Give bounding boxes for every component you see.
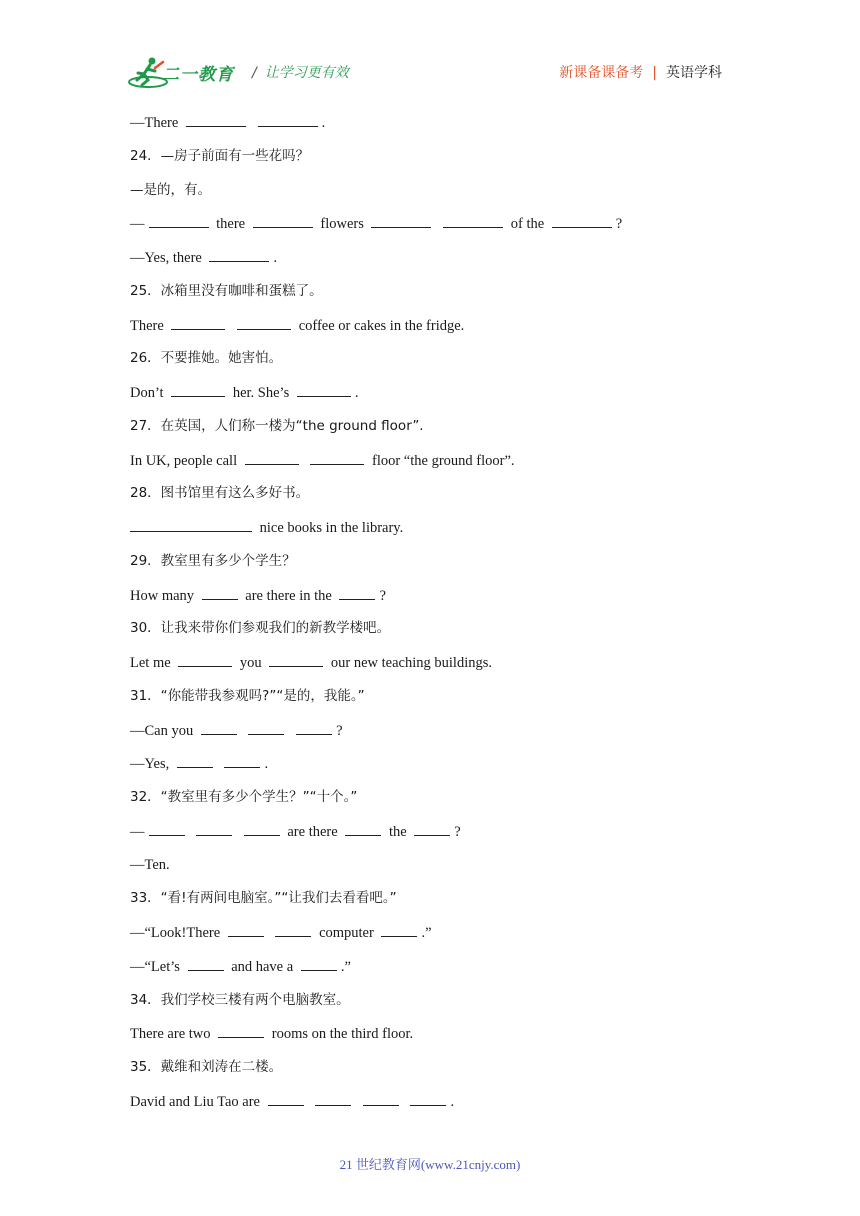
text: you (239, 655, 262, 671)
text: . (450, 1093, 455, 1110)
logo-text: 二一教育 (162, 65, 234, 85)
text: David and Liu Tao are (130, 1093, 260, 1110)
text: —“Look!There (130, 925, 221, 941)
line-17 (130, 686, 730, 720)
line-24 (130, 922, 730, 956)
line-29 (130, 1091, 730, 1125)
question-prompt: 31．“你能带我参观吗?”“是的，我能。” (130, 687, 365, 704)
text: — (130, 216, 145, 233)
answer-blank[interactable] (443, 213, 503, 228)
question-prompt: 24．—房子前面有一些花吗？ (130, 147, 310, 164)
line-22 (130, 855, 730, 889)
answer-blank[interactable] (310, 450, 364, 465)
answer-blank[interactable] (202, 585, 238, 600)
text: ? (336, 722, 343, 739)
text: How many (130, 587, 195, 604)
text: the (388, 823, 407, 840)
text: ? (379, 587, 386, 604)
answer-blank[interactable] (345, 821, 381, 836)
text: ? (454, 823, 461, 840)
line-25 (130, 956, 730, 990)
line-8 (130, 382, 730, 416)
text: There (130, 317, 164, 334)
answer-blank[interactable] (237, 315, 291, 330)
answer-blank[interactable] (301, 956, 337, 971)
slogan (252, 62, 349, 82)
question-prompt: 25．冰箱里没有咖啡和蛋糕了。 (130, 282, 323, 299)
line-14 (130, 585, 730, 619)
answer-blank[interactable] (275, 922, 311, 937)
answer-blank[interactable] (186, 112, 246, 127)
line-26 (130, 990, 730, 1024)
text: —Can you (130, 722, 194, 739)
text: her. She’s (232, 385, 290, 401)
answer-blank[interactable] (371, 213, 431, 228)
answer-blank[interactable] (209, 247, 269, 262)
answer-blank[interactable] (224, 753, 260, 768)
answer-blank[interactable] (381, 922, 417, 937)
text: Let me (130, 655, 171, 671)
text: rooms on the third floor. (271, 1026, 414, 1043)
text: floor “the ground floor”. (371, 452, 515, 469)
text: —There (130, 115, 179, 131)
text: and have a (231, 958, 294, 975)
line-27 (130, 1023, 730, 1057)
answer-blank[interactable] (363, 1091, 399, 1106)
line-18 (130, 720, 730, 754)
answer-blank[interactable] (244, 821, 280, 836)
text: —Yes, (130, 756, 170, 773)
answer-blank[interactable] (188, 956, 224, 971)
line-9 (130, 416, 730, 450)
answer-blank[interactable] (248, 720, 284, 735)
line-19 (130, 753, 730, 787)
answer-blank[interactable] (149, 213, 209, 228)
line-4 (130, 247, 730, 281)
text: .” (421, 925, 432, 941)
answer-blank[interactable] (269, 652, 323, 667)
page-header (0, 0, 860, 100)
answer-blank[interactable] (177, 753, 213, 768)
answer-blank[interactable] (258, 112, 318, 127)
answer-blank[interactable] (296, 720, 332, 735)
text: . (264, 756, 269, 773)
line-2 (130, 180, 730, 214)
text: computer (319, 925, 374, 941)
text: Don’t (130, 385, 164, 401)
text: ? (615, 216, 623, 233)
answer-blank[interactable] (245, 450, 299, 465)
slogan-slash: / (252, 65, 257, 81)
answer-blank[interactable] (201, 720, 237, 735)
answer-blank[interactable] (315, 1091, 351, 1106)
text: There are two (130, 1026, 211, 1043)
answer-blank[interactable] (253, 213, 313, 228)
line-15 (130, 618, 730, 652)
text: there (216, 216, 246, 233)
text: . (321, 115, 326, 131)
text: —Ten. (130, 856, 170, 873)
question-prompt: 32．“教室里有多少个学生？”“十个。” (130, 789, 358, 805)
answer-blank[interactable] (130, 517, 252, 532)
question-prompt: 34．我们学校三楼有两个电脑教室。 (130, 991, 350, 1008)
line-13 (130, 551, 730, 585)
text: — (130, 823, 145, 840)
exercise-content (130, 112, 730, 1125)
text: .” (340, 958, 351, 975)
text: flowers (320, 216, 364, 233)
answer-blank[interactable] (196, 821, 232, 836)
text: —“Let’s (130, 958, 180, 975)
line-23 (130, 888, 730, 922)
text: In UK, people call (130, 452, 238, 469)
answer-blank[interactable] (218, 1023, 264, 1038)
question-prompt: 28．图书馆里有这么多好书。 (130, 485, 310, 502)
text: —是的，有。 (130, 181, 211, 198)
page-footer: 21 世纪教育网(www.21cnjy.com) (339, 1157, 521, 1172)
text: are there (287, 823, 338, 840)
header-right (559, 62, 722, 82)
answer-blank[interactable] (171, 315, 225, 330)
line-5 (130, 281, 730, 315)
text: coffee or cakes in the fridge. (298, 317, 465, 334)
answer-blank[interactable] (268, 1091, 304, 1106)
text: are there in the (245, 587, 332, 604)
brand-logo (128, 56, 240, 90)
question-prompt: 30．让我来带你们参观我们的新教学楼吧。 (130, 620, 391, 637)
question-prompt: 29．教室里有多少个学生？ (130, 552, 296, 569)
line-12 (130, 517, 730, 551)
line-0 (130, 112, 730, 146)
answer-blank[interactable] (410, 1091, 446, 1106)
line-28 (130, 1057, 730, 1091)
line-20 (130, 787, 730, 821)
text: our new teaching buildings. (330, 655, 493, 671)
line-6 (130, 315, 730, 349)
question-prompt: 26．不要推她。她害怕。 (130, 350, 283, 367)
question-prompt: 33．“看!有两间电脑室。”“让我们去看看吧。” (130, 890, 397, 907)
text: . (273, 250, 278, 266)
header-subject: 英语学科 (666, 65, 722, 81)
answer-blank[interactable] (228, 922, 264, 937)
text: of the (510, 216, 545, 233)
question-prompt: 35．戴维和刘涛在二楼。 (130, 1059, 283, 1075)
line-1 (130, 146, 730, 180)
header-tag: 新课备课备考 (559, 65, 644, 81)
line-16 (130, 652, 730, 686)
line-3 (130, 213, 730, 247)
answer-blank[interactable] (178, 652, 232, 667)
slogan-text: 让学习更有效 (264, 65, 349, 81)
text: —Yes, there (130, 250, 202, 266)
text: . (354, 385, 359, 401)
answer-blank[interactable] (171, 382, 225, 397)
answer-blank[interactable] (552, 213, 612, 228)
line-11 (130, 483, 730, 517)
answer-blank[interactable] (149, 821, 185, 836)
line-10 (130, 450, 730, 484)
text: nice books in the library. (259, 520, 404, 536)
line-7 (130, 348, 730, 382)
header-separator: | (652, 65, 657, 81)
question-prompt: 27．在英国，人们称一楼为“the ground floor”. (130, 417, 424, 434)
answer-blank[interactable] (339, 585, 375, 600)
answer-blank[interactable] (297, 382, 351, 397)
line-21 (130, 821, 730, 855)
answer-blank[interactable] (414, 821, 450, 836)
